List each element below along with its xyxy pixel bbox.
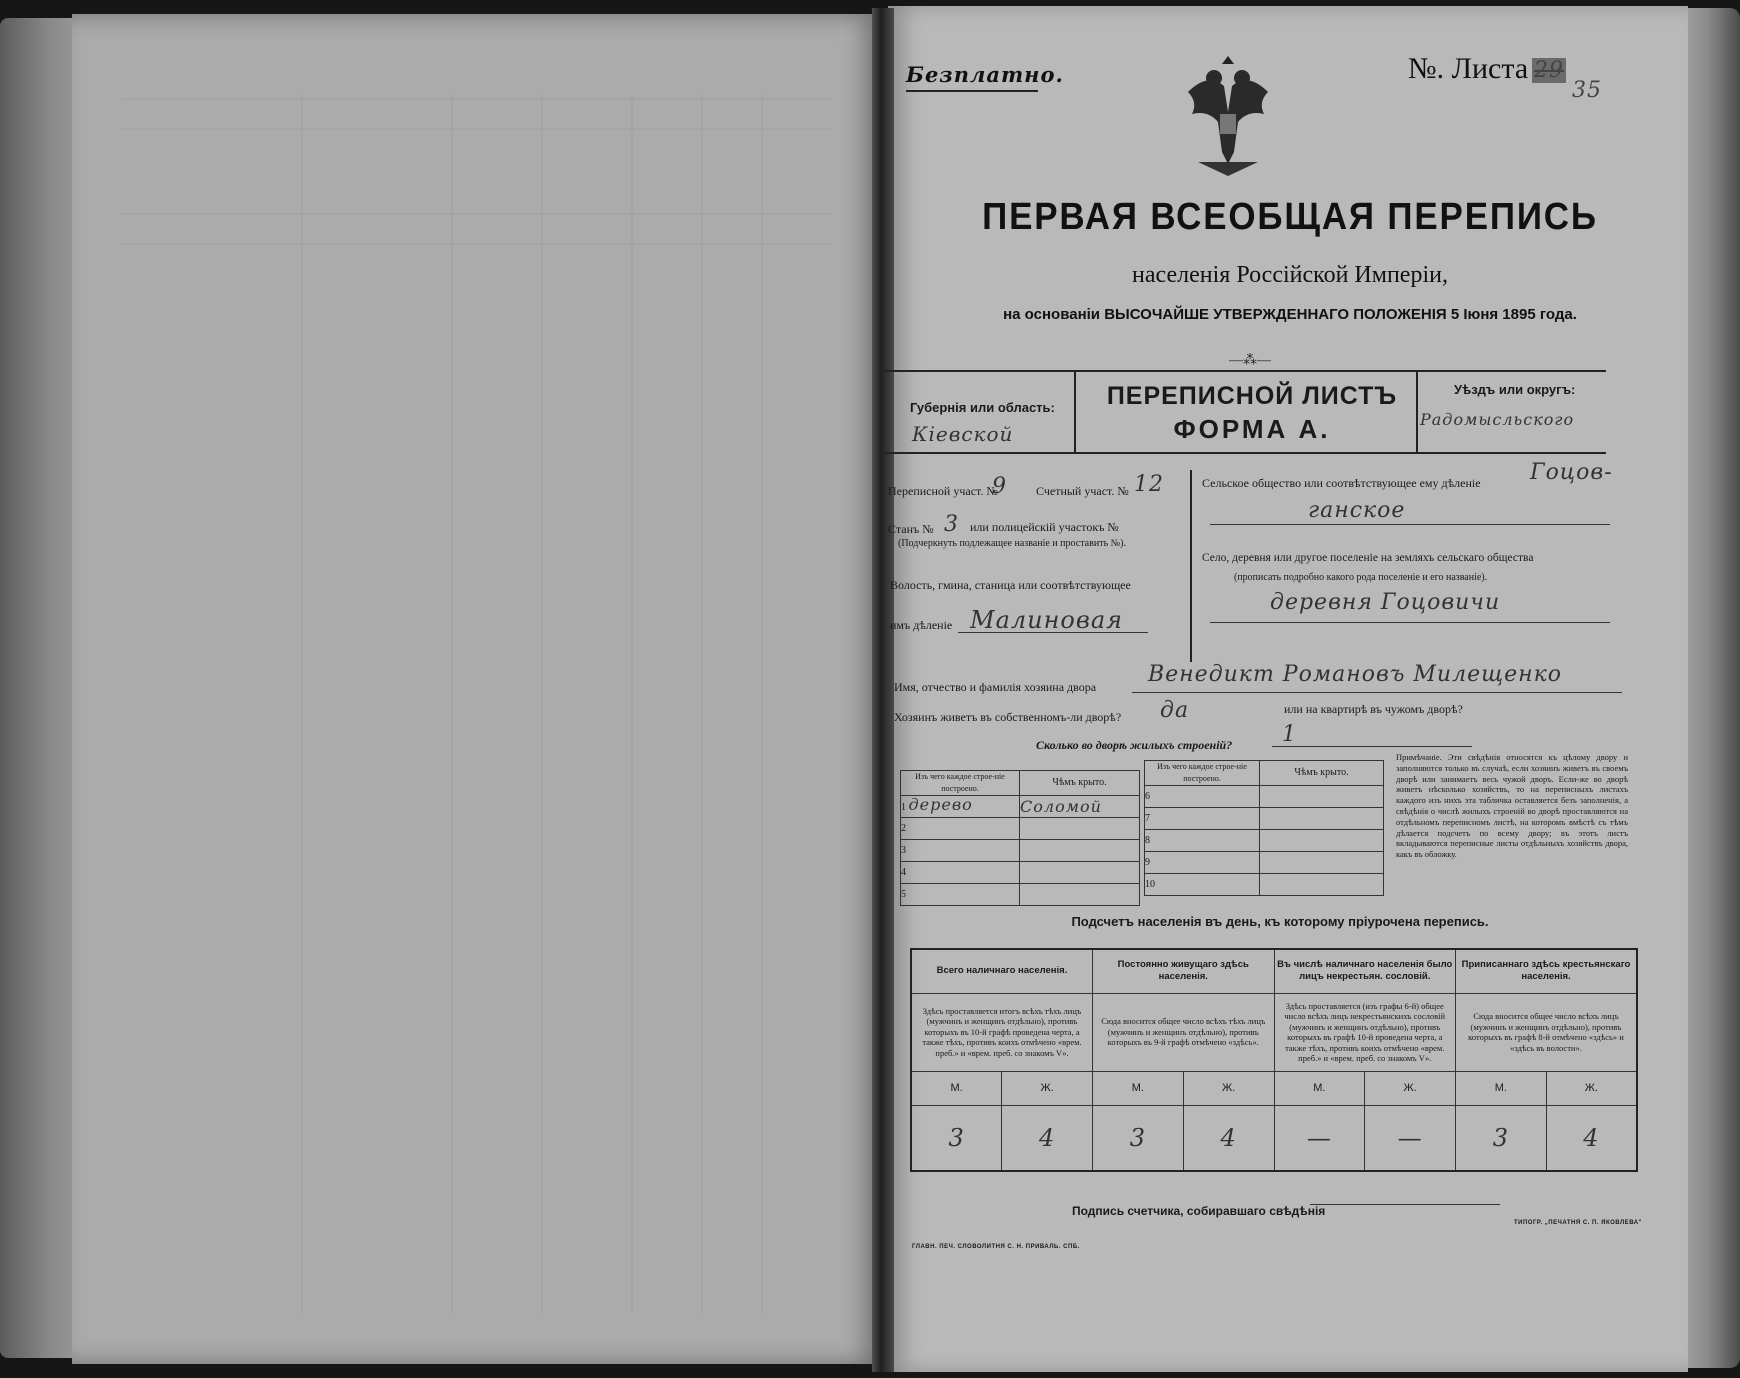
left-page xyxy=(72,14,880,1364)
district-label: Уѣздъ или округъ: xyxy=(1454,382,1576,397)
buildings-line xyxy=(1272,746,1472,747)
group-3-desc: Здѣсь проставляется (изъ графы 6-й) общее число всѣхъ лицъ некрестьянскихъ сословій (мужчинъ и женщинъ отдѣльно), противъ которыхъ въ графѣ 10-й проведена черта, а также тѣхъ, противъ коихъ отмѣчено «врем. преб.» и «врем. преб. со знакомъ V». xyxy=(1274,993,1456,1071)
society-value-2: ганское xyxy=(1308,498,1406,523)
table-row: 7 xyxy=(1145,808,1260,830)
buildings-value: 1 xyxy=(1282,722,1297,747)
ghost-grid xyxy=(72,14,880,1364)
village-line xyxy=(1210,622,1610,623)
f-label: Ж. xyxy=(1365,1071,1456,1105)
group-1-f: 4 xyxy=(1002,1105,1093,1171)
note-text: Примѣчаніе. Эти свѣдѣнія относятся къ цѣлому двору и заполняются только въ случаѣ, если хозяинъ живетъ въ своемъ дворѣ или занимаетъ весь чужой дворъ. Если-же во дворѣ живетъ нѣсколько хозяйствъ, то на переписныхъ листахъ каждого изъ нихъ эта табличка оставляется безъ заполненія, а свѣдѣнія о числѣ жилыхъ строеній во дворѣ проставляются на отдѣльномъ переписномъ листѣ, на которомъ вмѣстѣ съ тѣмъ дѣлается подсчетъ по всему двору; въ этотъ листъ вкладываются переписные листы отдѣльныхъ хозяйствъ двора, какъ въ обложку. xyxy=(1396,752,1628,860)
group-4-head: Приписаннаго здѣсь крестьянскаго населенія. xyxy=(1456,949,1638,993)
col-material-header: Изъ чего каждое строе-ніе построено. xyxy=(901,771,1020,796)
society-line xyxy=(1210,524,1610,525)
group-1-desc: Здѣсь проставляется итогъ всѣхъ тѣхъ лицъ (мужчинъ и женщинъ отдѣльно), противъ которыхъ въ 10-й графѣ проведена черта, а также тѣхъ, противъ коихъ отмѣчено «врем. преб.» и «врем. преб. со знакомъ V». xyxy=(911,993,1093,1071)
table-row: 6 xyxy=(1145,786,1260,808)
page-title: ПЕРВАЯ ВСЕОБЩАЯ ПЕРЕПИСЬ xyxy=(982,196,1598,238)
own-yard-value: да xyxy=(1160,698,1190,723)
count-section-label: Счетный участ. № xyxy=(1036,484,1129,498)
fields-divider xyxy=(1190,470,1192,662)
basis-text: на основаніи ВЫСОЧАЙШЕ УТВЕРЖДЕННАГО ПОЛОЖЕНІЯ 5 Іюня 1895 года. xyxy=(1003,306,1577,323)
own-yard-label: Хозяинъ живетъ въ собственномъ-ли дворѣ? xyxy=(894,710,1122,724)
group-4-f: 4 xyxy=(1546,1105,1637,1171)
table-row: 5 xyxy=(901,884,1020,906)
book-spine xyxy=(872,8,894,1372)
m-label: М. xyxy=(1093,1071,1184,1105)
col-roof-header-2: Чѣмъ крыто. xyxy=(1260,761,1384,786)
village-note: (прописать подробно какого рода поселеніе и его названіе). xyxy=(1234,572,1488,583)
table-row: 3 xyxy=(901,840,1020,862)
group-3-head: Въ числѣ наличнаго населенія было лицъ некрестьян. сословій. xyxy=(1274,949,1456,993)
rented-label: или на квартирѣ въ чужомъ дворѣ? xyxy=(1284,702,1463,716)
printer-right: ТИПОГР. „ПЕЧАТНЯ С. П. ЯКОВЛЕВА" xyxy=(1514,1220,1642,1226)
table-row: 10 xyxy=(1145,874,1260,896)
roof-value: Соломой xyxy=(1020,796,1102,816)
underline-note: (Подчеркнуть подлежащее названіе и проставить №). xyxy=(898,538,1126,549)
population-table xyxy=(910,948,1638,1172)
sheet-no-old: 29 xyxy=(1534,58,1564,83)
group-2-m: 3 xyxy=(1093,1105,1184,1171)
signature-label: Подпись счетчика, собиравшаго свѣдѣнія xyxy=(1072,1204,1326,1218)
group-3-f: — xyxy=(1365,1105,1456,1171)
group-2-f: 4 xyxy=(1183,1105,1274,1171)
buildings-table-left xyxy=(900,770,1140,906)
village-value: деревня Гоцовичи xyxy=(1270,590,1501,615)
sheet-title: ПЕРЕПИСНОЙ ЛИСТЪ xyxy=(1106,382,1398,410)
sheet-no-label: №. Листа xyxy=(1408,52,1529,85)
col-roof-header: Чѣмъ крыто. xyxy=(1020,771,1140,796)
owner-name-line xyxy=(1132,692,1622,693)
page-subtitle: населенія Россійской Имперіи, xyxy=(1132,262,1448,288)
group-2-desc: Сюда вносится общее число всѣхъ тѣхъ лицъ (мужчинъ и женщинъ отдѣльно), противъ которыхъ въ 9-й графѣ отмѣчено «здѣсь». xyxy=(1093,993,1275,1071)
owner-name-value: Венедикт Романовъ Милещенко xyxy=(1148,662,1563,687)
printer-left: ГЛАВН. ПЕЧ. СЛОВОЛИТНЯ С. Н. ПРИВАЛЬ. СПБ. xyxy=(912,1244,1080,1250)
volost-line xyxy=(958,632,1148,633)
volost-value: Малиновая xyxy=(970,606,1124,634)
table-row: 8 xyxy=(1145,830,1260,852)
group-3-m: — xyxy=(1274,1105,1365,1171)
f-label: Ж. xyxy=(1183,1071,1274,1105)
volost-label-2: имъ дѣленіе xyxy=(890,618,953,632)
table-row: 9 xyxy=(1145,852,1260,874)
form-title: ФОРМА А. xyxy=(1173,414,1331,444)
table-row: 2 xyxy=(901,818,1020,840)
census-section-value: 9 xyxy=(992,474,1007,499)
ornament-divider: —⁂— xyxy=(1229,353,1271,368)
owner-name-label: Имя, отчество и фамилія хозяина двора xyxy=(894,680,1097,694)
f-label: Ж. xyxy=(1546,1071,1637,1105)
m-label: М. xyxy=(911,1071,1002,1105)
count-section-value: 12 xyxy=(1134,472,1164,497)
population-title: Подсчетъ населенія въ день, къ которому пріурочена перепись. xyxy=(1071,914,1489,929)
stan-label: Станъ № xyxy=(888,522,934,536)
group-1-m: 3 xyxy=(911,1105,1002,1171)
m-label: М. xyxy=(1456,1071,1547,1105)
census-section-label: Переписной участ. № xyxy=(888,484,998,498)
sheet-no-new: 35 xyxy=(1572,78,1602,103)
stan-value: 3 xyxy=(944,512,959,537)
group-2-head: Постоянно живущаго здѣсь населенія. xyxy=(1093,949,1275,993)
f-label: Ж. xyxy=(1002,1071,1093,1105)
village-label: Село, деревня или другое поселеніе на земляхъ сельскаго общества xyxy=(1202,552,1534,564)
m-label: М. xyxy=(1274,1071,1365,1105)
police-label: или полицейскій участокъ № xyxy=(970,520,1119,534)
group-1-head: Всего наличнаго населенія. xyxy=(911,949,1093,993)
society-value-1: Гоцов- xyxy=(1530,460,1613,485)
coat-of-arms-icon xyxy=(1178,52,1278,180)
province-label: Губернія или область: xyxy=(910,400,1055,415)
col-material-header-2: Изъ чего каждое строе-ніе построено. xyxy=(1145,761,1260,786)
table-row: 4 xyxy=(901,862,1020,884)
province-value: Кіевской xyxy=(912,422,1014,446)
table-row: 1 дерево xyxy=(901,796,1020,818)
society-label: Сельское общество или соотвѣтствующее ему дѣленіе xyxy=(1202,476,1481,490)
group-4-desc: Сюда вносится общее число всѣхъ лицъ (мужчинъ и женщинъ отдѣльно), противъ которыхъ въ графѣ 8-й отмѣчено «здѣсь» и «здѣсь въ волости». xyxy=(1456,993,1638,1071)
group-4-m: 3 xyxy=(1456,1105,1547,1171)
signature-line xyxy=(1310,1204,1500,1205)
volost-label-1: Волость, гмина, станица или соотвѣтствующее xyxy=(890,578,1131,592)
district-value: Радомысльского xyxy=(1420,410,1575,429)
free-underline xyxy=(906,90,1038,92)
buildings-table-right xyxy=(1144,760,1384,896)
buildings-label: Сколько во дворѣ жилыхъ строеній? xyxy=(1036,738,1233,752)
free-label: Безплатно. xyxy=(906,62,1064,87)
